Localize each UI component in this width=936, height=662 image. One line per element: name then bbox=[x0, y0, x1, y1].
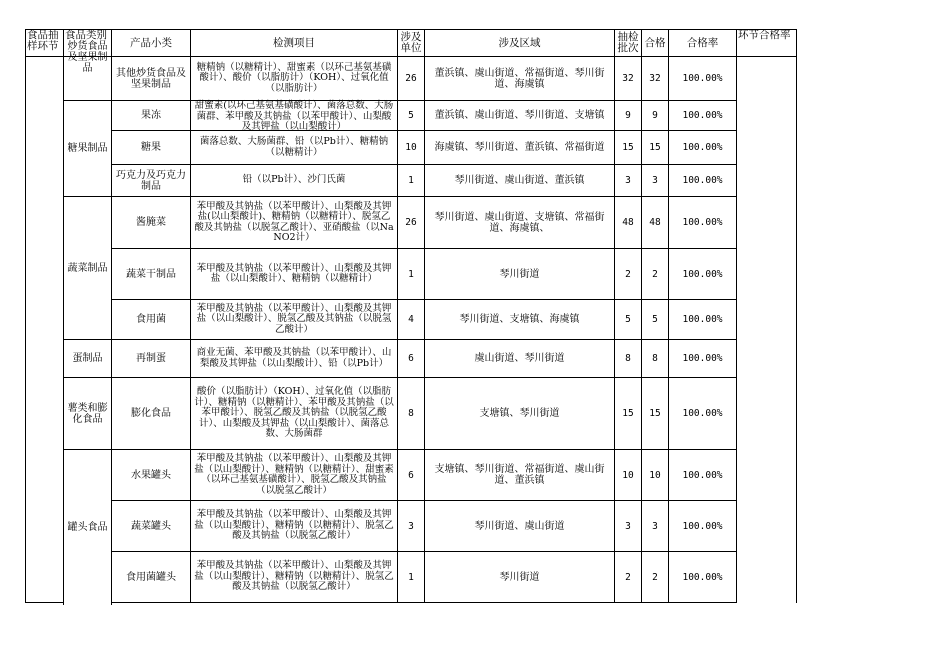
pass-rate-cell[interactable]: 100.00% bbox=[669, 552, 737, 603]
subcategory-cell[interactable]: 酱腌菜 bbox=[112, 197, 191, 249]
header-stage-pass-rate[interactable]: 环节合格率 bbox=[737, 30, 797, 57]
table-row bbox=[26, 340, 797, 378]
qualified-cell[interactable]: 3 bbox=[642, 501, 669, 552]
pass-rate-cell[interactable]: 100.00% bbox=[669, 249, 737, 300]
table-row bbox=[26, 197, 797, 249]
units-cell[interactable]: 6 bbox=[398, 340, 425, 378]
units-cell[interactable]: 10 bbox=[398, 131, 425, 165]
subcategory-cell[interactable]: 蔬菜干制品 bbox=[112, 249, 191, 300]
batches-cell[interactable]: 3 bbox=[615, 165, 642, 197]
pass-rate-cell[interactable]: 100.00% bbox=[669, 131, 737, 165]
regions-cell[interactable]: 虞山街道、琴川街道 bbox=[425, 340, 615, 378]
table-row bbox=[26, 249, 797, 300]
category-cell[interactable]: 蛋制品 bbox=[64, 340, 112, 378]
subcategory-cell[interactable]: 蔬菜罐头 bbox=[112, 501, 191, 552]
qualified-cell[interactable]: 2 bbox=[642, 552, 669, 603]
regions-cell[interactable]: 琴川街道 bbox=[425, 249, 615, 300]
table-row bbox=[26, 300, 797, 340]
units-cell[interactable]: 5 bbox=[398, 101, 425, 131]
header-stage[interactable]: 食品抽样环节 bbox=[26, 30, 64, 57]
units-cell[interactable]: 3 bbox=[398, 501, 425, 552]
category-cell[interactable]: 薯类和膨化食品 bbox=[64, 378, 112, 450]
subcategory-cell[interactable]: 巧克力及巧克力制品 bbox=[112, 165, 191, 197]
test-items-cell[interactable]: 甜蜜素(以环己基氨基磺酸计）、菌落总数、大肠菌群、苯甲酸及其钠盐（以苯甲酸计）、山梨酸及其钾盐（以山梨酸计） bbox=[191, 101, 398, 131]
test-items-cell[interactable]: 糖精钠（以糖精计）、甜蜜素（以环己基氨基磺酸计）、酸价（以脂肪计）（KOH）、过氧化值（以脂肪计） bbox=[191, 57, 398, 101]
test-items-cell[interactable]: 苯甲酸及其钠盐（以苯甲酸计）、山梨酸及其钾盐（以山梨酸计）、脱氢乙酸及其钠盐（以脱氢乙酸计） bbox=[191, 300, 398, 340]
units-cell[interactable]: 26 bbox=[398, 197, 425, 249]
stage-pass-rate-cell[interactable] bbox=[737, 57, 797, 603]
qualified-cell[interactable]: 48 bbox=[642, 197, 669, 249]
subcategory-cell[interactable]: 果冻 bbox=[112, 101, 191, 131]
batches-cell[interactable]: 15 bbox=[615, 378, 642, 450]
header-regions[interactable]: 涉及区域 bbox=[425, 30, 615, 57]
units-cell[interactable]: 6 bbox=[398, 450, 425, 501]
header-row bbox=[26, 30, 797, 57]
units-cell[interactable]: 8 bbox=[398, 378, 425, 450]
pass-rate-cell[interactable]: 100.00% bbox=[669, 340, 737, 378]
regions-cell[interactable]: 琴川街道、虞山街道、董浜镇 bbox=[425, 165, 615, 197]
regions-cell[interactable]: 支塘镇、琴川街道 bbox=[425, 378, 615, 450]
pass-rate-cell[interactable]: 100.00% bbox=[669, 101, 737, 131]
regions-cell[interactable]: 琴川街道、支塘镇、海虞镇 bbox=[425, 300, 615, 340]
batches-cell[interactable]: 2 bbox=[615, 552, 642, 603]
table-row bbox=[26, 165, 797, 197]
subcategory-cell[interactable]: 其他炒货食品及坚果制品 bbox=[112, 57, 191, 101]
header-category[interactable]: 食品类别 bbox=[64, 30, 112, 57]
units-cell[interactable]: 1 bbox=[398, 249, 425, 300]
qualified-cell[interactable]: 32 bbox=[642, 57, 669, 101]
trailing-spacer bbox=[26, 603, 642, 605]
test-items-cell[interactable]: 苯甲酸及其钠盐（以苯甲酸计）、山梨酸及其钾盐（以山梨酸计）、糖精钠（以糖精计）、脱氢乙酸及其钠盐（以脱氢乙酸计） bbox=[191, 501, 398, 552]
units-cell[interactable]: 4 bbox=[398, 300, 425, 340]
units-cell[interactable]: 1 bbox=[398, 552, 425, 603]
table-row bbox=[26, 552, 797, 603]
header-pass-rate[interactable]: 合格率 bbox=[669, 30, 737, 57]
qualified-cell[interactable]: 9 bbox=[642, 101, 669, 131]
test-items-cell[interactable]: 商业无菌、苯甲酸及其钠盐（以苯甲酸计）、山梨酸及其钾盐（以山梨酸计）、铅（以Pb计） bbox=[191, 340, 398, 378]
regions-cell[interactable]: 海虞镇、琴川街道、董浜镇、常福街道 bbox=[425, 131, 615, 165]
stage-cell[interactable] bbox=[26, 57, 64, 603]
table-row bbox=[26, 501, 797, 552]
batches-cell[interactable]: 8 bbox=[615, 340, 642, 378]
header-units[interactable]: 涉及单位 bbox=[398, 30, 425, 57]
inspection-table bbox=[25, 29, 797, 605]
qualified-cell[interactable]: 15 bbox=[642, 378, 669, 450]
table-row bbox=[26, 101, 797, 131]
batches-cell[interactable]: 48 bbox=[615, 197, 642, 249]
category-cell[interactable]: 罐头食品 bbox=[64, 450, 112, 605]
batches-cell[interactable]: 15 bbox=[615, 131, 642, 165]
header-subcategory[interactable]: 产品小类 bbox=[112, 30, 191, 57]
subcategory-cell[interactable]: 膨化食品 bbox=[112, 378, 191, 450]
pass-rate-cell[interactable]: 100.00% bbox=[669, 197, 737, 249]
pass-rate-cell[interactable]: 100.00% bbox=[669, 300, 737, 340]
test-items-cell[interactable]: 铅（以Pb计）、沙门氏菌 bbox=[191, 165, 398, 197]
table-row bbox=[26, 450, 797, 501]
header-test-items[interactable]: 检测项目 bbox=[191, 30, 398, 57]
test-items-cell[interactable]: 苯甲酸及其钠盐（以苯甲酸计）、山梨酸及其钾盐（以山梨酸计）、糖精钠（以糖精计）、甜蜜素（以环己基氨基磺酸计）、脱氢乙酸及其钠盐（以脱氢乙酸计） bbox=[191, 450, 398, 501]
regions-cell[interactable]: 董浜镇、虞山街道、琴川街道、支塘镇 bbox=[425, 101, 615, 131]
pass-rate-cell[interactable]: 100.00% bbox=[669, 501, 737, 552]
category-cell[interactable]: 糖果制品 bbox=[64, 101, 112, 197]
pass-rate-cell[interactable]: 100.00% bbox=[669, 165, 737, 197]
subcategory-cell[interactable]: 食用菌 bbox=[112, 300, 191, 340]
batches-cell[interactable]: 32 bbox=[615, 57, 642, 101]
table-row bbox=[26, 378, 797, 450]
subcategory-cell[interactable]: 食用菌罐头 bbox=[112, 552, 191, 603]
units-cell[interactable]: 26 bbox=[398, 57, 425, 101]
qualified-cell[interactable]: 15 bbox=[642, 131, 669, 165]
regions-cell[interactable]: 琴川街道、虞山街道、支塘镇、常福街道、海虞镇、 bbox=[425, 197, 615, 249]
subcategory-cell[interactable]: 糖果 bbox=[112, 131, 191, 165]
batches-cell[interactable]: 3 bbox=[615, 501, 642, 552]
category-cell[interactable]: 蔬菜制品 bbox=[64, 197, 112, 340]
table-row bbox=[26, 57, 797, 101]
header-batches[interactable]: 抽检批次 bbox=[615, 30, 642, 57]
qualified-cell[interactable]: 8 bbox=[642, 340, 669, 378]
category-cell[interactable]: 炒货食品及坚果制品 bbox=[64, 57, 112, 101]
subcategory-cell[interactable]: 水果罐头 bbox=[112, 450, 191, 501]
test-items-cell[interactable]: 苯甲酸及其钠盐（以苯甲酸计）、山梨酸及其钾盐(以山梨酸计)、糖精钠（以糖精计）、脱氢乙酸及其钠盐（以脱氢乙酸计）、亚硝酸盐（以NaNO2计） bbox=[191, 197, 398, 249]
regions-cell[interactable]: 支塘镇、琴川街道、常福街道、虞山街道、董浜镇 bbox=[425, 450, 615, 501]
units-cell[interactable]: 1 bbox=[398, 165, 425, 197]
test-items-cell[interactable]: 苯甲酸及其钠盐（以苯甲酸计）、山梨酸及其钾盐（以山梨酸计）、糖精钠（以糖精计） bbox=[191, 249, 398, 300]
test-items-cell[interactable]: 苯甲酸及其钠盐（以苯甲酸计）、山梨酸及其钾盐（以山梨酸计）、糖精钠（以糖精计）、脱氢乙酸及其钠盐（以脱氢乙酸计） bbox=[191, 552, 398, 603]
batches-cell[interactable]: 5 bbox=[615, 300, 642, 340]
regions-cell[interactable]: 董浜镇、虞山街道、常福街道、琴川街道、海虞镇 bbox=[425, 57, 615, 101]
table-row bbox=[26, 603, 797, 605]
batches-cell[interactable]: 9 bbox=[615, 101, 642, 131]
qualified-cell[interactable]: 10 bbox=[642, 450, 669, 501]
qualified-cell[interactable]: 3 bbox=[642, 165, 669, 197]
batches-cell[interactable]: 2 bbox=[615, 249, 642, 300]
subcategory-cell[interactable]: 再制蛋 bbox=[112, 340, 191, 378]
test-items-cell[interactable]: 菌落总数、大肠菌群、铅（以Pb计）、糖精钠（以糖精计） bbox=[191, 131, 398, 165]
regions-cell[interactable]: 琴川街道、虞山街道 bbox=[425, 501, 615, 552]
header-qualified[interactable]: 合格 bbox=[642, 30, 669, 57]
qualified-cell[interactable]: 5 bbox=[642, 300, 669, 340]
pass-rate-cell[interactable]: 100.00% bbox=[669, 450, 737, 501]
table-row bbox=[26, 131, 797, 165]
pass-rate-cell[interactable]: 100.00% bbox=[669, 378, 737, 450]
regions-cell[interactable]: 琴川街道 bbox=[425, 552, 615, 603]
batches-cell[interactable]: 10 bbox=[615, 450, 642, 501]
test-items-cell[interactable]: 酸价（以脂肪计）（KOH）、过氧化值（以脂肪计）、糖精钠（以糖精计）、苯甲酸及其钠盐（以苯甲酸计）、脱氢乙酸及其钠盐（以脱氢乙酸计）、山梨酸及其钾盐（以山梨酸计）、菌落总数、大肠菌群 bbox=[191, 378, 398, 450]
pass-rate-cell[interactable]: 100.00% bbox=[669, 57, 737, 101]
qualified-cell[interactable]: 2 bbox=[642, 249, 669, 300]
